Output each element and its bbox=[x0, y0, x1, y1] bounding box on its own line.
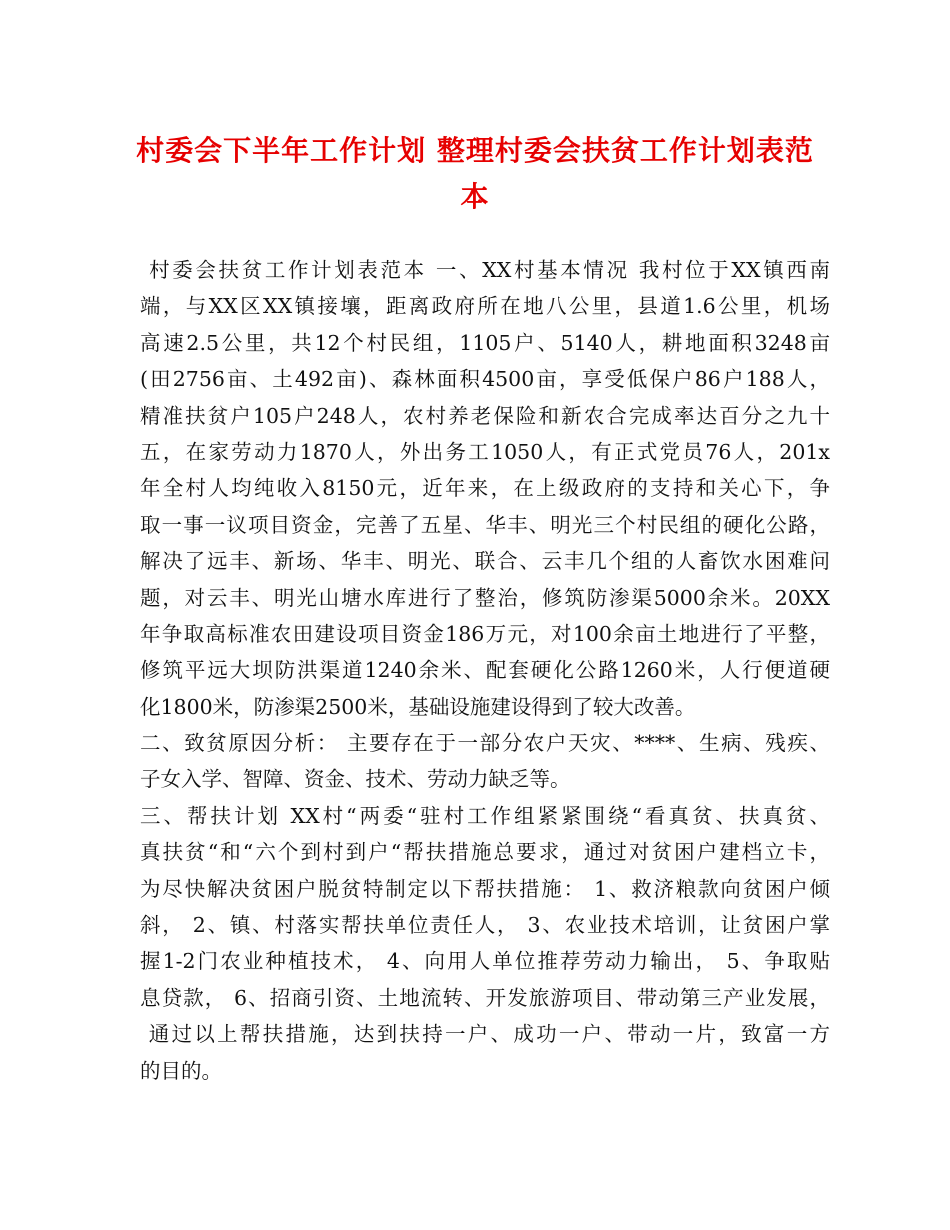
body-line: 握1-2门农业种植技术， 4、向用人单位推荐劳动力输出， 5、争取贴 bbox=[140, 949, 830, 974]
body-line: 五，在家劳动力1870人，外出务工1050人，有正式党员76人，201x bbox=[140, 439, 830, 464]
body-line: 村委会扶贫工作计划表范本 一、XX村基本情况 我村位于XX镇西南 bbox=[140, 258, 830, 282]
body-line: 通过以上帮扶措施，达到扶持一户、成功一户、带动一片，致富一方 bbox=[140, 1022, 830, 1047]
body-line: 二、致贫原因分析： 主要存在于一部分农户天灾、****、生病、残疾、 bbox=[140, 731, 830, 756]
body-line: (田2756亩、土492亩)、森林面积4500亩，享受低保户86户188人， bbox=[140, 367, 830, 392]
body-line: 为尽快解决贫困户脱贫特制定以下帮扶措施： 1、救济粮款向贫困户倾 bbox=[140, 876, 830, 901]
body-line: 取一事一议项目资金，完善了五星、华丰、明光三个村民组的硬化公路， bbox=[140, 512, 830, 537]
body-line: 化1800米，防渗渠2500米，基础设施建设得到了较大改善。 bbox=[140, 694, 696, 719]
body-line: 息贷款， 6、招商引资、土地流转、开发旅游项目、带动第三产业发展， bbox=[140, 985, 830, 1010]
body-line: 年全村人均纯收入8150元，近年来，在上级政府的支持和关心下，争 bbox=[140, 476, 830, 501]
body-line: 年争取高标准农田建设项目资金186万元，对100余亩土地进行了平整， bbox=[140, 621, 830, 646]
body-line: 斜， 2、镇、村落实帮扶单位责任人， 3、农业技术培训，让贫困户掌 bbox=[140, 913, 830, 938]
body-line: 端，与XX区XX镇接壤，距离政府所在地八公里，县道1.6公里，机场 bbox=[140, 294, 830, 319]
body-line: 精准扶贫户105户248人，农村养老保险和新农合完成率达百分之九十 bbox=[140, 403, 830, 428]
body-line: 真扶贫“和“六个到村到户“帮扶措施总要求，通过对贫困户建档立卡， bbox=[140, 840, 830, 865]
body-line: 高速2.5公里，共12个村民组，1105户、5140人，耕地面积3248亩 bbox=[140, 330, 830, 355]
body-line: 修筑平远大坝防洪渠道1240余米、配套硬化公路1260米，人行便道硬 bbox=[140, 658, 830, 683]
title-line: 村委会下半年工作计划 整理村委会扶贫工作计划表范 bbox=[136, 134, 814, 167]
title-line: 本 bbox=[460, 180, 490, 213]
document-body bbox=[140, 252, 830, 1089]
body-line: 题，对云丰、明光山塘水库进行了整治，修筑防渗渠5000余米。20XX bbox=[140, 585, 830, 610]
body-line: 解决了远丰、新场、华丰、明光、联合、云丰几个组的人畜饮水困难问 bbox=[140, 549, 830, 574]
body-line: 的目的。 bbox=[140, 1058, 222, 1083]
document-title bbox=[120, 128, 830, 220]
body-line: 三、帮扶计划 XX村“两委“驻村工作组紧紧围绕“看真贫、扶真贫、 bbox=[140, 803, 830, 828]
body-line: 子女入学、智障、资金、技术、劳动力缺乏等。 bbox=[140, 767, 571, 792]
